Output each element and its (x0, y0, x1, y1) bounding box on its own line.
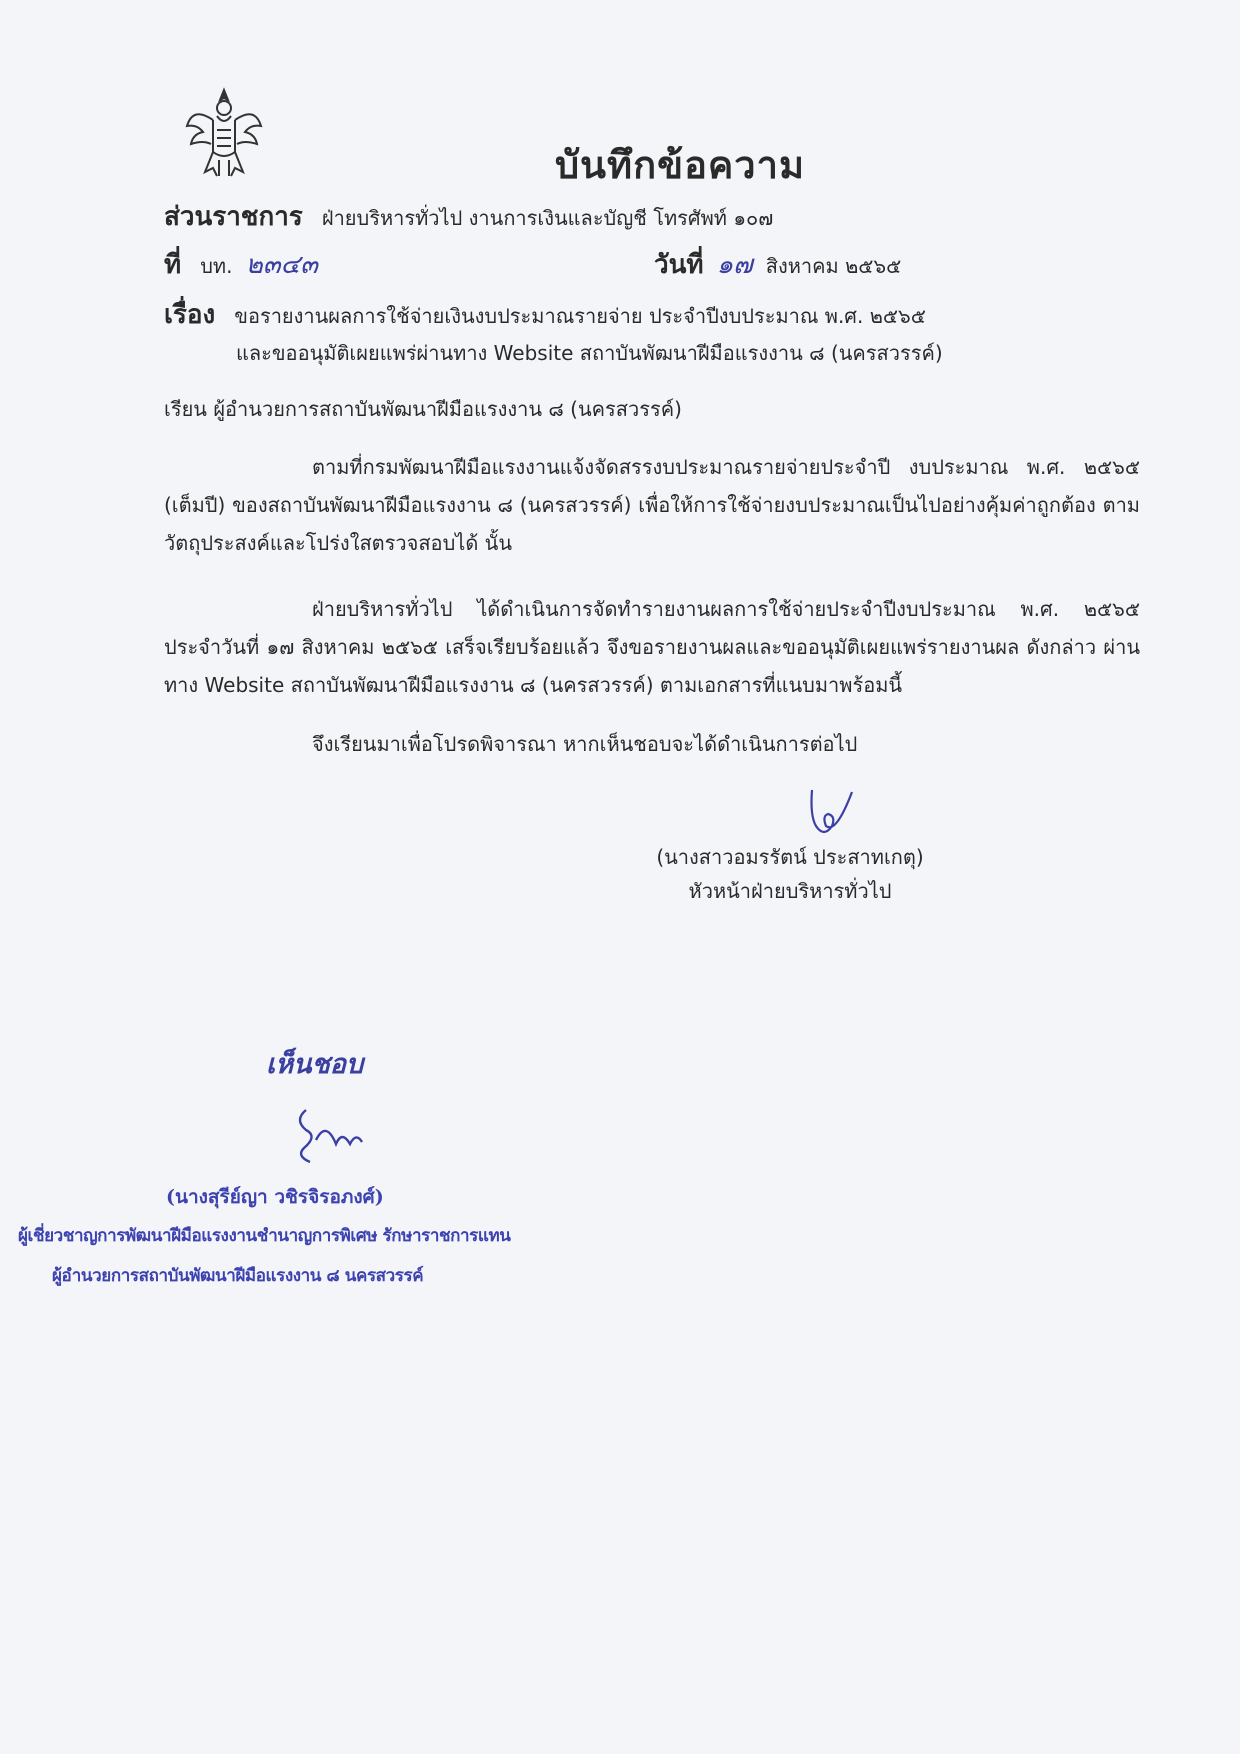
date-label: วันที่ (654, 250, 704, 280)
subject-line-2: และขออนุมัติเผยแพร่ผ่านทาง Website สถาบันพัฒนาฝีมือแรงงาน ๘ (นครสวรรค์) (236, 341, 943, 365)
memo-title: บันทึกข้อความ (554, 143, 806, 187)
approver-signature (286, 1100, 366, 1170)
signer-name: (นางสาวอมรรัตน์ ประสาทเกตุ) (656, 845, 924, 869)
date-rest: สิงหาคม ๒๕๖๕ (765, 254, 902, 278)
ref-line (164, 244, 318, 285)
signer-block (620, 840, 960, 908)
subject-line (164, 294, 926, 335)
paragraph-2: ฝ่ายบริหารทั่วไป ได้ดำเนินการจัดทำรายงานผลการใช้จ่ายประจำปีงบประมาณ พ.ศ. ๒๕๖๕ ประจำวันที่ ๑๗ สิงหาคม ๒๕๖๕ เสร็จเรียบร้อยแล้ว จึงขอรายงานผลและขออนุมัติเผยแพร่รายงานผล ดังกล่าว ผ่านทาง Website สถาบันพัฒนาฝีมือแรงงาน ๘ (นครสวรรค์) ตามเอกสารที่แนบมาพร้อมนี้ (164, 597, 1140, 697)
ref-label: ที่ (164, 250, 182, 280)
signature-mark (806, 786, 856, 842)
date-day: ๑๗ (716, 250, 753, 280)
paragraph-1: ตามที่กรมพัฒนาฝีมือแรงงานแจ้งจัดสรรงบประมาณรายจ่ายประจำปี งบประมาณ พ.ศ. ๒๕๖๕ (เต็มปี) ของสถาบันพัฒนาฝีมือแรงงาน ๘ (นครสวรรค์) เพื่อให้การใช้จ่ายงบประมาณเป็นไปอย่างคุ้มค่าถูกต้อง ตามวัตถุประสงค์และโปร่งใสตรวจสอบได้ นั้น (164, 455, 1140, 555)
agency-line (164, 196, 773, 237)
approver-position-2: ผู้อำนวยการสถาบันพัฒนาฝีมือแรงงาน ๘ นครสวรรค์ (52, 1266, 424, 1286)
approver-position-1: ผู้เชี่ยวชาญการพัฒนาฝีมือแรงงานชำนาญการพิเศษ รักษาราชการแทน (18, 1226, 511, 1246)
ref-prefix: บท. (200, 254, 233, 278)
date-line (654, 244, 901, 285)
salutation: เรียน ผู้อำนวยการสถาบันพัฒนาฝีมือแรงงาน ๘ (นครสวรรค์) (164, 397, 682, 421)
subject-line-1: ขอรายงานผลการใช้จ่ายเงินงบประมาณรายจ่าย ประจำปีงบประมาณ พ.ศ. ๒๕๖๕ (234, 304, 926, 328)
signer-position: หัวหน้าฝ่ายบริหารทั่วไป (688, 879, 892, 903)
closing-line: จึงเรียนมาเพื่อโปรดพิจารณา หากเห็นชอบจะได้ดำเนินการต่อไป (312, 732, 858, 756)
approval-note: เห็นชอบ (266, 1049, 364, 1080)
subject-label: เรื่อง (164, 300, 216, 330)
approver-name: (นางสุรีย์ญา วชิรจิรอภงศ์) (166, 1186, 384, 1208)
agency-label: ส่วนราชการ (164, 202, 303, 232)
ref-number: ๒๓๔๓ (245, 250, 318, 280)
agency-value: ฝ่ายบริหารทั่วไป งานการเงินและบัญชี โทรศัพท์ ๑๐๗ (321, 206, 774, 230)
